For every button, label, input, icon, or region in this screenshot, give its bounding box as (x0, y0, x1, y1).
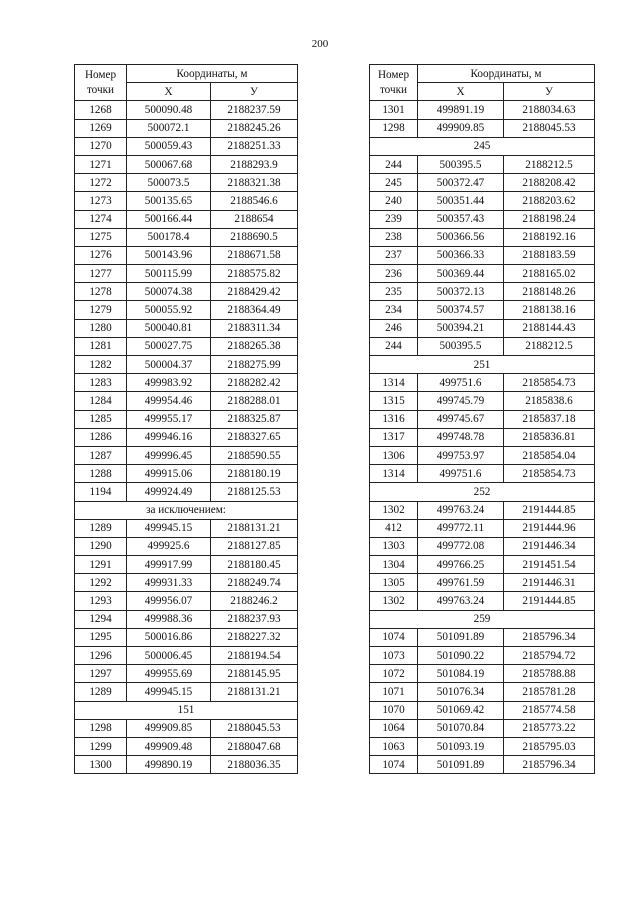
point-number-cell: 1305 (370, 574, 418, 592)
x-coordinate-cell: 499946.16 (127, 428, 211, 446)
x-coordinate-cell: 499891.19 (418, 101, 504, 119)
point-number-cell: 1302 (370, 592, 418, 610)
x-coordinate-cell: 499772.11 (418, 519, 504, 537)
y-coordinate-cell: 2188034.63 (504, 101, 595, 119)
y-coordinate-cell: 2188237.59 (211, 101, 298, 119)
y-coordinate-cell: 2188131.21 (211, 519, 298, 537)
point-number-cell: 1298 (370, 119, 418, 137)
table-row (370, 374, 595, 392)
x-coordinate-cell: 500004.37 (127, 356, 211, 374)
y-coordinate-cell: 2188127.85 (211, 537, 298, 555)
point-number-header-line1: Номер (377, 68, 410, 81)
point-number-cell: 1074 (370, 628, 418, 646)
table-row (75, 246, 298, 264)
table-row (370, 519, 595, 537)
x-coordinate-cell: 499745.67 (418, 410, 504, 428)
point-number-cell: 1274 (75, 210, 127, 228)
y-coordinate-cell: 2191446.31 (504, 574, 595, 592)
point-number-cell: 1275 (75, 228, 127, 246)
x-coordinate-cell: 501093.19 (418, 737, 504, 755)
x-coordinate-cell: 500166.44 (127, 210, 211, 228)
section-label: 252 (370, 483, 595, 501)
point-number-cell: 1299 (75, 737, 127, 755)
table-row (370, 228, 595, 246)
x-coordinate-cell: 499945.15 (127, 519, 211, 537)
y-coordinate-cell: 2185854.04 (504, 446, 595, 464)
point-number-cell: 245 (370, 174, 418, 192)
x-coordinate-cell: 499763.24 (418, 592, 504, 610)
x-coordinate-cell: 500394.21 (418, 319, 504, 337)
x-column-header: Х (127, 83, 211, 101)
y-coordinate-cell: 2185837.18 (504, 410, 595, 428)
x-coordinate-cell: 500351.44 (418, 192, 504, 210)
y-coordinate-cell: 2188045.53 (504, 119, 595, 137)
point-number-cell: 1316 (370, 410, 418, 428)
y-coordinate-cell: 2188180.45 (211, 556, 298, 574)
x-coordinate-cell: 501091.89 (418, 628, 504, 646)
y-coordinate-cell: 2188249.74 (211, 574, 298, 592)
x-coordinate-cell: 499954.46 (127, 392, 211, 410)
table-row (75, 228, 298, 246)
point-number-cell: 1306 (370, 446, 418, 464)
table-row (370, 265, 595, 283)
x-coordinate-cell: 501090.22 (418, 647, 504, 665)
point-number-cell: 1071 (370, 683, 418, 701)
point-number-cell: 1303 (370, 537, 418, 555)
table-row (370, 501, 595, 519)
table-row (370, 628, 595, 646)
x-coordinate-cell: 501084.19 (418, 665, 504, 683)
y-coordinate-cell: 2188590.55 (211, 446, 298, 464)
y-coordinate-cell: 2185795.03 (504, 737, 595, 755)
x-coordinate-cell: 500366.33 (418, 246, 504, 264)
point-number-cell: 1297 (75, 665, 127, 683)
table-row (75, 446, 298, 464)
point-number-cell: 412 (370, 519, 418, 537)
x-coordinate-cell: 500059.43 (127, 137, 211, 155)
y-coordinate-cell: 2188212.5 (504, 337, 595, 355)
table-row (370, 174, 595, 192)
x-coordinate-cell: 499909.85 (127, 719, 211, 737)
table-row (75, 756, 298, 774)
table-row (370, 574, 595, 592)
table-row (75, 483, 298, 501)
y-coordinate-cell: 2191444.85 (504, 501, 595, 519)
table-row (370, 647, 595, 665)
point-number-cell: 1304 (370, 556, 418, 574)
y-coordinate-cell: 2188045.53 (211, 719, 298, 737)
table-row (75, 628, 298, 646)
table-row (370, 719, 595, 737)
y-coordinate-cell: 2185836.81 (504, 428, 595, 446)
y-coordinate-cell: 2188198.24 (504, 210, 595, 228)
point-number-cell: 1268 (75, 101, 127, 119)
x-coordinate-cell: 500395.5 (418, 337, 504, 355)
y-coordinate-cell: 2188125.53 (211, 483, 298, 501)
table-row (370, 319, 595, 337)
x-coordinate-cell: 499745.79 (418, 392, 504, 410)
point-number-cell: 1279 (75, 301, 127, 319)
table-row (75, 647, 298, 665)
table-row (370, 410, 595, 428)
point-number-cell: 235 (370, 283, 418, 301)
table-row (75, 519, 298, 537)
table-row (75, 592, 298, 610)
y-coordinate-cell: 2185774.58 (504, 701, 595, 719)
x-coordinate-cell: 499955.69 (127, 665, 211, 683)
y-coordinate-cell: 2188293.9 (211, 155, 298, 173)
section-label: 151 (75, 701, 298, 719)
point-number-cell: 240 (370, 192, 418, 210)
y-coordinate-cell: 2188138.16 (504, 301, 595, 319)
table-row (75, 265, 298, 283)
y-coordinate-cell: 2188671.58 (211, 246, 298, 264)
x-coordinate-cell: 500374.57 (418, 301, 504, 319)
y-coordinate-cell: 2185794.72 (504, 647, 595, 665)
table-row (75, 574, 298, 592)
point-number-cell: 244 (370, 155, 418, 173)
table-row (75, 392, 298, 410)
table-row (75, 119, 298, 137)
y-coordinate-cell: 2188251.33 (211, 137, 298, 155)
point-number-cell: 1301 (370, 101, 418, 119)
y-coordinate-cell: 2188288.01 (211, 392, 298, 410)
x-coordinate-cell: 499763.24 (418, 501, 504, 519)
table-row (75, 319, 298, 337)
table-row (75, 192, 298, 210)
x-coordinate-cell: 500369.44 (418, 265, 504, 283)
y-coordinate-cell: 2185773.22 (504, 719, 595, 737)
table-row (75, 174, 298, 192)
point-number-cell: 246 (370, 319, 418, 337)
point-number-cell: 236 (370, 265, 418, 283)
point-number-cell: 1283 (75, 374, 127, 392)
page-number: 200 (311, 38, 329, 50)
table-row (75, 610, 298, 628)
point-number-cell: 1300 (75, 756, 127, 774)
point-number-cell: 1285 (75, 410, 127, 428)
point-number-cell: 239 (370, 210, 418, 228)
point-number-cell: 1284 (75, 392, 127, 410)
point-number-cell: 1277 (75, 265, 127, 283)
table-row (370, 592, 595, 610)
y-coordinate-cell: 2188246.2 (211, 592, 298, 610)
x-coordinate-cell: 500074.38 (127, 283, 211, 301)
x-coordinate-cell: 499988.36 (127, 610, 211, 628)
point-number-cell: 1295 (75, 628, 127, 646)
y-coordinate-cell: 2188265.38 (211, 337, 298, 355)
y-coordinate-cell: 2191446.34 (504, 537, 595, 555)
table-row (370, 192, 595, 210)
point-number-cell: 1296 (75, 647, 127, 665)
point-number-cell: 1063 (370, 737, 418, 755)
x-coordinate-cell: 501070.84 (418, 719, 504, 737)
y-coordinate-cell: 2185796.34 (504, 628, 595, 646)
y-coordinate-cell: 2188131.21 (211, 683, 298, 701)
y-coordinate-cell: 2188148.26 (504, 283, 595, 301)
table-row (75, 465, 298, 483)
point-number-header-line1: Номер (84, 68, 117, 81)
x-coordinate-cell: 499748.78 (418, 428, 504, 446)
point-number-cell: 1273 (75, 192, 127, 210)
y-coordinate-cell: 2188047.68 (211, 737, 298, 755)
table-row (75, 556, 298, 574)
section-separator-row (370, 610, 595, 628)
y-coordinate-cell: 2188212.5 (504, 155, 595, 173)
y-coordinate-cell: 2188183.59 (504, 246, 595, 264)
section-label: 251 (370, 356, 595, 374)
table-row (75, 719, 298, 737)
point-number-cell: 237 (370, 246, 418, 264)
table-row (370, 119, 595, 137)
y-coordinate-cell: 2188144.43 (504, 319, 595, 337)
point-number-cell: 1072 (370, 665, 418, 683)
point-number-header-line2: точки (86, 83, 115, 96)
table-row (370, 446, 595, 464)
table-row (75, 537, 298, 555)
x-coordinate-cell: 500143.96 (127, 246, 211, 264)
table-row (370, 337, 595, 355)
x-coordinate-cell: 499751.6 (418, 374, 504, 392)
point-number-cell: 1276 (75, 246, 127, 264)
y-column-header: У (504, 83, 595, 101)
section-label: 245 (370, 137, 595, 155)
point-number-cell: 1270 (75, 137, 127, 155)
y-coordinate-cell: 2188325.87 (211, 410, 298, 428)
point-number-cell: 1314 (370, 374, 418, 392)
point-number-cell: 1317 (370, 428, 418, 446)
x-coordinate-cell: 500040.81 (127, 319, 211, 337)
x-coordinate-cell: 500366.56 (418, 228, 504, 246)
point-number-cell: 1074 (370, 756, 418, 774)
section-separator-row (370, 356, 595, 374)
x-coordinate-cell: 500027.75 (127, 337, 211, 355)
table-row (75, 337, 298, 355)
table-row (75, 410, 298, 428)
x-coordinate-cell: 499917.99 (127, 556, 211, 574)
table-row (75, 374, 298, 392)
table-row (370, 101, 595, 119)
table-row (370, 428, 595, 446)
table-row (370, 465, 595, 483)
table-row (370, 756, 595, 774)
point-number-header (75, 65, 127, 101)
table-row (75, 210, 298, 228)
y-coordinate-cell: 2185854.73 (504, 374, 595, 392)
point-number-header-line2: точки (379, 83, 408, 96)
table-row (370, 556, 595, 574)
section-separator-row (75, 701, 298, 719)
y-coordinate-cell: 2185796.34 (504, 756, 595, 774)
x-coordinate-cell: 500055.92 (127, 301, 211, 319)
x-coordinate-cell: 499945.15 (127, 683, 211, 701)
x-coordinate-cell: 500072.1 (127, 119, 211, 137)
y-coordinate-cell: 2188311.34 (211, 319, 298, 337)
y-coordinate-cell: 2191444.96 (504, 519, 595, 537)
x-coordinate-cell: 499761.59 (418, 574, 504, 592)
point-number-cell: 1282 (75, 356, 127, 374)
x-coordinate-cell: 499751.6 (418, 465, 504, 483)
x-coordinate-cell: 499915.06 (127, 465, 211, 483)
table-row (370, 392, 595, 410)
y-coordinate-cell: 2185854.73 (504, 465, 595, 483)
x-coordinate-cell: 499924.49 (127, 483, 211, 501)
y-coordinate-cell: 2188321.38 (211, 174, 298, 192)
table-row (370, 155, 595, 173)
x-coordinate-cell: 500372.13 (418, 283, 504, 301)
y-coordinate-cell: 2188245.26 (211, 119, 298, 137)
y-coordinate-cell: 2188282.42 (211, 374, 298, 392)
x-coordinate-cell: 500006.45 (127, 647, 211, 665)
table-row (75, 683, 298, 701)
x-coordinate-cell: 500115.99 (127, 265, 211, 283)
x-coordinate-cell: 499753.97 (418, 446, 504, 464)
point-number-cell: 1291 (75, 556, 127, 574)
point-number-cell: 1278 (75, 283, 127, 301)
point-number-cell: 1269 (75, 119, 127, 137)
y-coordinate-cell: 2188546.6 (211, 192, 298, 210)
x-coordinate-cell: 499909.85 (418, 119, 504, 137)
section-separator-row (370, 137, 595, 155)
table-row (75, 301, 298, 319)
y-coordinate-cell: 2191451.54 (504, 556, 595, 574)
x-coordinate-cell: 499931.33 (127, 574, 211, 592)
x-coordinate-cell: 499772.08 (418, 537, 504, 555)
x-coordinate-cell: 501069.42 (418, 701, 504, 719)
y-coordinate-cell: 2188036.35 (211, 756, 298, 774)
point-number-cell: 1289 (75, 519, 127, 537)
y-coordinate-cell: 2188227.32 (211, 628, 298, 646)
point-number-cell: 234 (370, 301, 418, 319)
point-number-cell: 1271 (75, 155, 127, 173)
table-row (75, 665, 298, 683)
table-row (370, 210, 595, 228)
point-number-cell: 1272 (75, 174, 127, 192)
y-coordinate-cell: 2188194.54 (211, 647, 298, 665)
y-coordinate-cell: 2185781.28 (504, 683, 595, 701)
coordinates-header: Координаты, м (127, 65, 298, 83)
table-row (75, 428, 298, 446)
y-coordinate-cell: 2188575.82 (211, 265, 298, 283)
y-coordinate-cell: 2188364.49 (211, 301, 298, 319)
x-coordinate-cell: 500090.48 (127, 101, 211, 119)
table-row (370, 665, 595, 683)
point-number-cell: 1280 (75, 319, 127, 337)
x-coordinate-cell: 499996.45 (127, 446, 211, 464)
y-coordinate-cell: 2188654 (211, 210, 298, 228)
table-row (370, 246, 595, 264)
y-coordinate-cell: 2188327.65 (211, 428, 298, 446)
table-row (370, 683, 595, 701)
x-coordinate-cell: 499983.92 (127, 374, 211, 392)
y-coordinate-cell: 2188180.19 (211, 465, 298, 483)
x-coordinate-cell: 499909.48 (127, 737, 211, 755)
table-row (75, 137, 298, 155)
point-number-cell: 1289 (75, 683, 127, 701)
point-number-cell: 1294 (75, 610, 127, 628)
y-coordinate-cell: 2188208.42 (504, 174, 595, 192)
x-coordinate-cell: 500073.5 (127, 174, 211, 192)
coordinates-table-right (369, 64, 595, 774)
x-coordinate-cell: 500357.43 (418, 210, 504, 228)
point-number-cell: 1298 (75, 719, 127, 737)
table-row (75, 101, 298, 119)
coordinates-table-left (74, 64, 298, 774)
point-number-cell: 1281 (75, 337, 127, 355)
x-coordinate-cell: 499955.17 (127, 410, 211, 428)
table-row (75, 356, 298, 374)
x-coordinate-cell: 500372.47 (418, 174, 504, 192)
x-coordinate-cell: 499766.25 (418, 556, 504, 574)
section-separator-row (75, 501, 298, 519)
x-coordinate-cell: 501091.89 (418, 756, 504, 774)
y-coordinate-cell: 2188237.93 (211, 610, 298, 628)
y-coordinate-cell: 2188145.95 (211, 665, 298, 683)
x-coordinate-cell: 499956.07 (127, 592, 211, 610)
y-coordinate-cell: 2188690.5 (211, 228, 298, 246)
table-row (370, 701, 595, 719)
point-number-cell: 1194 (75, 483, 127, 501)
y-coordinate-cell: 2188192.16 (504, 228, 595, 246)
table-row (370, 283, 595, 301)
table-row (75, 737, 298, 755)
y-coordinate-cell: 2188203.62 (504, 192, 595, 210)
x-coordinate-cell: 500135.65 (127, 192, 211, 210)
point-number-cell: 1314 (370, 465, 418, 483)
y-coordinate-cell: 2188429.42 (211, 283, 298, 301)
y-column-header: У (211, 83, 298, 101)
x-coordinate-cell: 499890.19 (127, 756, 211, 774)
x-coordinate-cell: 500016.86 (127, 628, 211, 646)
point-number-cell: 1288 (75, 465, 127, 483)
point-number-cell: 1064 (370, 719, 418, 737)
x-coordinate-cell: 501076.34 (418, 683, 504, 701)
point-number-cell: 1293 (75, 592, 127, 610)
y-coordinate-cell: 2188275.99 (211, 356, 298, 374)
point-number-cell: 1287 (75, 446, 127, 464)
x-column-header: Х (418, 83, 504, 101)
x-coordinate-cell: 500395.5 (418, 155, 504, 173)
y-coordinate-cell: 2191444.85 (504, 592, 595, 610)
x-coordinate-cell: 499925.6 (127, 537, 211, 555)
section-separator-row (370, 483, 595, 501)
y-coordinate-cell: 2185788.88 (504, 665, 595, 683)
point-number-cell: 238 (370, 228, 418, 246)
point-number-cell: 1070 (370, 701, 418, 719)
section-label: 259 (370, 610, 595, 628)
table-row (370, 301, 595, 319)
x-coordinate-cell: 500067.68 (127, 155, 211, 173)
table-row (75, 283, 298, 301)
point-number-cell: 1290 (75, 537, 127, 555)
table-row (370, 737, 595, 755)
point-number-cell: 1315 (370, 392, 418, 410)
point-number-cell: 1302 (370, 501, 418, 519)
point-number-cell: 1286 (75, 428, 127, 446)
point-number-cell: 244 (370, 337, 418, 355)
coordinates-header: Координаты, м (418, 65, 595, 83)
section-label: за исключением: (75, 501, 298, 519)
point-number-cell: 1073 (370, 647, 418, 665)
point-number-cell: 1292 (75, 574, 127, 592)
x-coordinate-cell: 500178.4 (127, 228, 211, 246)
table-row (370, 537, 595, 555)
point-number-header (370, 65, 418, 101)
y-coordinate-cell: 2185838.6 (504, 392, 595, 410)
table-row (75, 155, 298, 173)
y-coordinate-cell: 2188165.02 (504, 265, 595, 283)
